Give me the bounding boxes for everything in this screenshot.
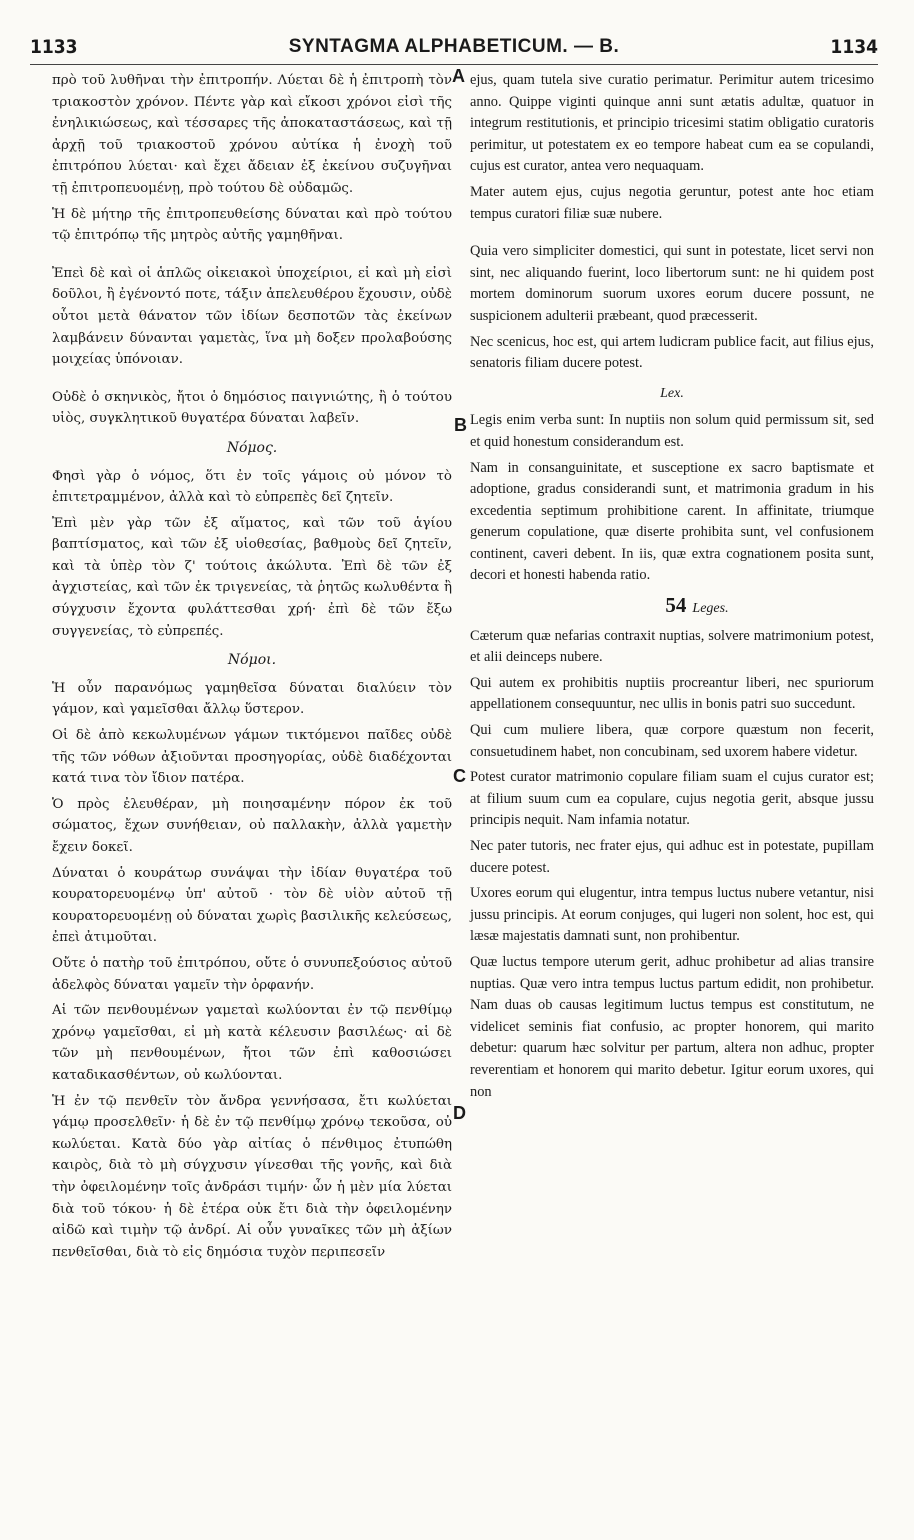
section-number: 54 [665, 593, 687, 618]
latin-paragraph: Uxores eorum qui elugentur, intra tempus luctus nubere vetantur, nisi jussu principis. At eorum conjuges, qui lugeri non solent, hoc est, qui læsæ majestatis damnati sunt, non prohibentur. [470, 885, 874, 945]
page-header [30, 34, 878, 65]
latin-paragraph: Mater autem ejus, cujus negotia geruntur, potest ante hoc etiam tempus curatori filiæ suæ nubere. [470, 183, 874, 222]
greek-heading: Νόμοι. [227, 652, 277, 669]
latin-heading: Leges. [692, 601, 729, 617]
latin-paragraph: Cæterum quæ nefarias contraxit nuptias, solvere matrimonium potest, et alii deinceps nubere. [470, 627, 874, 666]
latin-column [470, 70, 874, 1107]
latin-paragraph: ejus, quam tutela sive curatio perimatur. Perimitur autem tricesimo anno. Quippe viginti quinque anni sunt ætatis adultæ, quatuor in integrum restitutionis, et principio tricesimi statim obligatio curatoris perimitur, ut potestatem ex eo tempore habeat cum ea se copulandi, cujus est curator, antea vero nequaquam. [470, 72, 874, 175]
latin-paragraph: Qui autem ex prohibitis nuptiis procreantur liberi, nec spuriorum appellationem consequuntur, nec ullis in bonis patri suo succedunt. [470, 674, 874, 713]
latin-paragraph: Legis enim verba sunt: In nuptiis non solum quid permissum sit, sed et quid honestum considerandum est. [470, 412, 874, 450]
greek-paragraph: Δύναται ὁ κουράτωρ συνάψαι τὴν ἰδίαν θυγατέρα τοῦ κουρατορευομένῳ ὑπ' αὐτοῦ · τὸν δὲ υἱὸν αὐτοῦ τῇ κουρατορευομένῃ οὐ δύναται χωρὶς βασιλικῆς κελεύσεως, ἐπεὶ ἀτιμοῦται. [52, 865, 452, 946]
latin-paragraph: Quæ luctus tempore uterum gerit, adhuc prohibetur ad alias transire nuptias. Quæ vero intra tempus luctus partum edidit, non prohibetur. Nam duas ob causas legitimum luctus tempus est constitutum, ne videlicet seminis fiat confusio, ac propter honorem, qui marito debetur: quarum hæc solvitur per partum, altera non adhuc, propter reverentiam et honorem qui marito debetur. Igitur eorum uxores, qui non [470, 953, 874, 1100]
greek-paragraph: Ὁ πρὸς ἐλευθέραν, μὴ ποιησαμένην πόρον ἐκ τοῦ σώματος, ἔχων συνήθειαν, οὐ παλλακὴν, ἀλλὰ γαμετὴν ἔχειν δοκεῖ. [52, 796, 452, 855]
greek-column [52, 70, 452, 1267]
greek-paragraph: Φησὶ γὰρ ὁ νόμος, ὅτι ἐν τοῖς γάμοις οὐ μόνον τὸ ἐπιτετραμμένον, ἀλλὰ καὶ τὸ εὐπρεπὲς δεῖ ζητεῖν. [52, 468, 452, 506]
greek-paragraph: Οἱ δὲ ἀπὸ κεκωλυμένων γάμων τικτόμενοι παῖδες οὐδὲ τῆς τῶν νόθων ἀξιοῦνται προσηγορίας, οὐδὲ διαδέχονται κατά τινα τὸν ἴδιον πατέρα. [52, 728, 452, 787]
latin-heading: Lex. [660, 385, 684, 401]
latin-heading-row [520, 595, 874, 620]
section-marker-d: D [453, 1103, 466, 1123]
greek-paragraph: Ἐπὶ μὲν γὰρ τῶν ἐξ αἵματος, καὶ τῶν τοῦ ἁγίου βαπτίσματος, καὶ τῶν ἐξ υἱοθεσίας, βαθμοὺς δεῖ ζητεῖν, καὶ τὰ ὑπὲρ τὸν ζ' τούτοις ἀκώλυτα. Ἐπὶ δὲ τῶν ἐξ ἀγχιστείας, καὶ τῶν ἐκ τριγενείας, τὰ ῥητῶς κωλυθέντα ἢ σύγχυσιν ἔχοντα φυλάττεσθαι χρή· ἐπὶ δὲ τῶν ἔξω συγγενείας, τὸ εὐπρεπές. [52, 515, 452, 639]
latin-paragraph: Nec scenicus, hoc est, qui artem ludicram publice facit, aut filius ejus, senatoris filiam ducere potest. [470, 333, 874, 372]
latin-paragraph: Nam in consanguinitate, et susceptione ex sacro baptismate et adoptione, gradus considerandi sunt, et matrimonia gradum in his excedentia septimum prohibitione carent. In affinitate, triumque generum copulatione, quæ diserte prohibita sunt, vel confusionem continent, caveri debent. In iis, quæ extra cognationem posita sunt, decori et honesti habenda ratio. [470, 459, 874, 584]
section-marker-c: C [453, 766, 466, 786]
page-number-right: 1134 [830, 36, 878, 58]
section-marker-a: A [452, 66, 465, 86]
greek-paragraph: Οὔτε ὁ πατὴρ τοῦ ἐπιτρόπου, οὔτε ὁ συνυπεξούσιος αὐτοῦ ἀδελφὸς δύναται γαμεῖν τὴν ὀρφανήν. [52, 955, 452, 993]
section-marker-b: B [454, 415, 467, 435]
greek-heading: Νόμος. [226, 439, 278, 456]
greek-paragraph: Ἡ ἐν τῷ πενθεῖν τὸν ἄνδρα γεννήσασα, ἔτι κωλύεται γάμῳ προσελθεῖν· ἡ δὲ ἐν τῷ πενθίμῳ χρόνῳ τεκοῦσα, οὐ κωλύεται. Κατὰ δύο γὰρ αἰτίας ὁ πένθιμος ἐτυπώθη καιρὸς, διὰ τὸ μὴ σύγχυσιν γίνεσθαι τῆς γονῆς, καὶ διὰ τὴν ὀφειλομένην τοῖς ἀνδράσι τιμήν· ὧν ἡ μὲν μία λύεται διὰ τοῦ τόκου· ἡ δὲ ἑτέρα οὐκ ἔτι διὰ τὴν ὀφειλομένην αἰδῶ καὶ τιμὴν τῷ ἀνδρί. Αἱ οὖν γυναῖκες τῶν μὴ ἀξίων πενθεῖσθαι, διὰ τὸ εἰς δημόσια τυχὸν περιπεσεῖν [52, 1093, 452, 1260]
greek-paragraph: Ἐπεὶ δὲ καὶ οἱ ἁπλῶς οἰκειακοὶ ὑποχείριοι, εἰ καὶ μὴ εἰσὶ δοῦλοι, ἢ ἐγένοντό ποτε, τάξιν ἀπελευθέρου ἔχουσιν, οὐδὲ οὗτοι μετὰ θάνατον τῶν ἰδίων δεσποτῶν τὰς ἐκείνων λαμβάνειν δύνανται γαμετὰς, ἵνα μὴ δοξεν προλαβούσης μοιχείας ὑπόνοιαν. [52, 265, 452, 368]
greek-paragraph: Οὐδὲ ὁ σκηνικὸς, ἤτοι ὁ δημόσιος παιγνιώτης, ἢ ὁ τούτου υἱὸς, συγκλητικοῦ θυγατέρα δύναται λαβεῖν. [52, 389, 452, 427]
latin-paragraph: Nec pater tutoris, nec frater ejus, qui adhuc est in potestate, pupillam ducere potest. [470, 838, 874, 876]
greek-paragraph: Ἡ δὲ μήτηρ τῆς ἐπιτροπευθείσης δύναται καὶ πρὸ τούτου τῷ ἐπιτρόπῳ τῆς μητρὸς αὐτῆς γαμηθῆναι. [52, 206, 452, 244]
latin-paragraph: Potest curator matrimonio copulare filiam suam el cujus curator est; at filium suum cum ea copulare, cujus negotia gerit, absque jussu principis nequit. Nam infamia notatur. [470, 769, 874, 829]
running-title: SYNTAGMA ALPHABETICUM. — B. [288, 36, 620, 57]
latin-paragraph: Quia vero simpliciter domestici, qui sunt in potestate, licet servi non sint, nec aliquando fuerint, loco libertorum sunt: ne hi quidem post mortem dominorum suorum uxores eorum ducere possunt, ne suspicionem adulterii præbeant, quod præcesserit. [470, 243, 874, 324]
greek-paragraph: Αἱ τῶν πενθουμένων γαμεταὶ κωλύονται ἐν τῷ πενθίμῳ χρόνῳ γαμεῖσθαι, εἰ μὴ κατὰ κέλευσιν βασιλέως· αἱ δὲ τῶν μὴ πενθουμένων, ἤτοι τῶν ἐπὶ καθοσιώσει καταδικασθέντων, οὐ κωλύονται. [52, 1003, 452, 1083]
greek-paragraph: πρὸ τοῦ λυθῆναι τὴν ἐπιτροπήν. Λύεται δὲ ἡ ἐπιτροπὴ τὸν τριακοστὸν χρόνον. Πέντε γὰρ καὶ εἴκοσι χρόνοι εἰσὶ τῆς ἐνηλικιώσεως, καὶ τέσσαρες τῆς ἀποκαταστάσεως, καὶ τῇ ἀρχῇ τοῦ τριακοστοῦ χρόνου αὐτίκα ἡ ἐνοχὴ τοῦ ἐπιτρόπου λύεται· καὶ ἔχει ἄδειαν ἐξ ἐκείνου συζυγῆναι τῇ ἐπιτροπευομένῃ, πρὸ τούτου δὲ οὐδαμῶς. [52, 73, 452, 196]
latin-paragraph: Qui cum muliere libera, quæ corpore quæstum non fecerit, consuetudinem habet, non concubinam, sed uxorem habere videtur. [470, 722, 874, 760]
page-number-left: 1133 [30, 36, 78, 58]
greek-paragraph: Ἡ οὖν παρανόμως γαμηθεῖσα δύναται διαλύειν τὸν γάμον, καὶ γαμεῖσθαι ἄλλῳ ὕστερον. [52, 680, 452, 718]
